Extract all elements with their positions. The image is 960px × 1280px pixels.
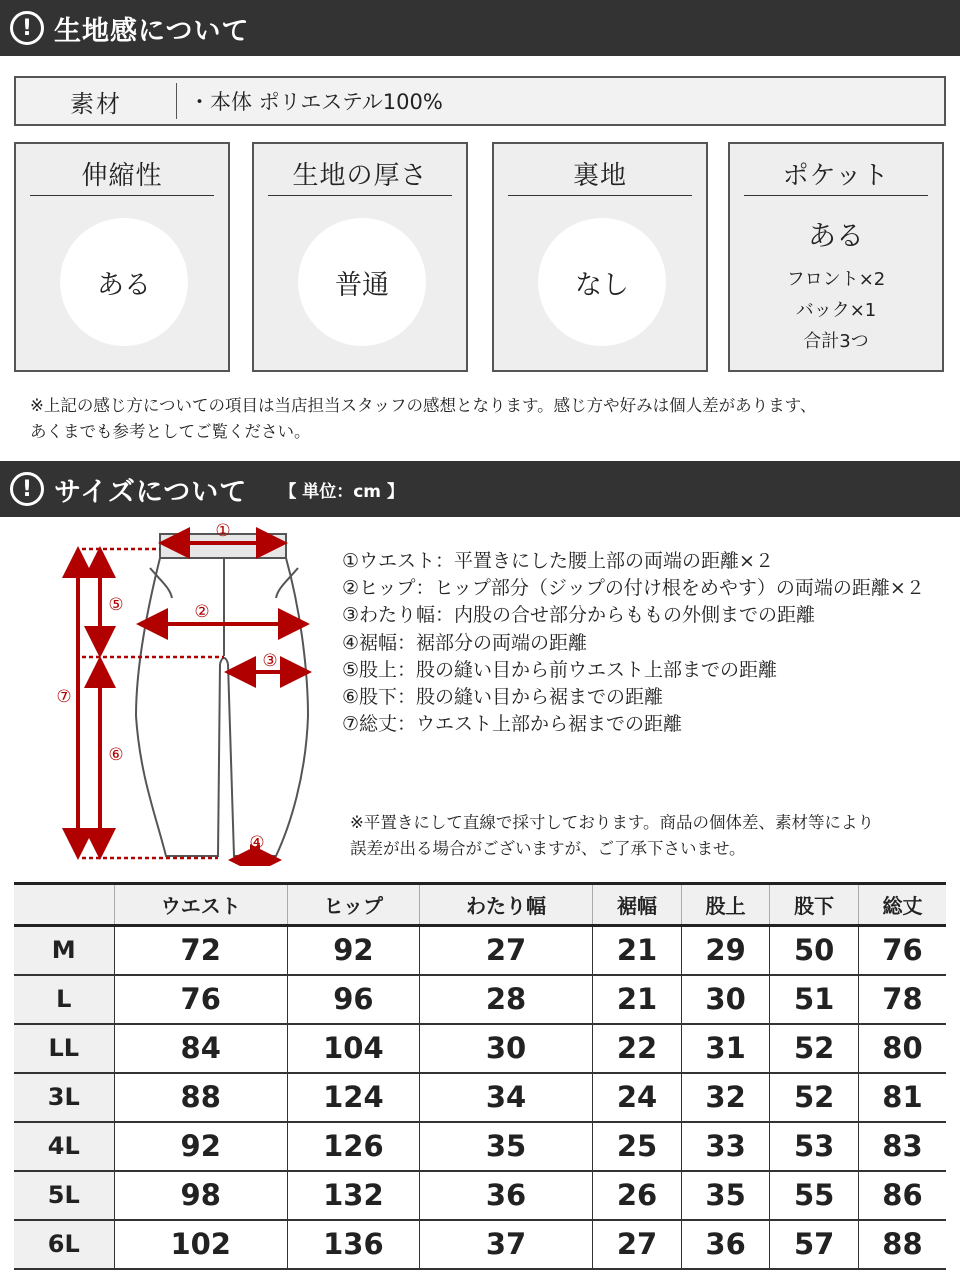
pocket-total: 合計3つ bbox=[803, 331, 869, 352]
pants-diagram bbox=[40, 516, 340, 866]
size-table-header-cell: 股上 bbox=[681, 884, 770, 926]
size-value-cell: 21 bbox=[593, 926, 682, 975]
size-value-cell: 55 bbox=[770, 1171, 859, 1220]
size-value-cell: 28 bbox=[419, 975, 592, 1024]
size-label-cell: 5L bbox=[14, 1171, 114, 1220]
card-pocket bbox=[728, 142, 944, 372]
size-value-cell: 84 bbox=[114, 1024, 287, 1073]
size-value-cell: 35 bbox=[419, 1122, 592, 1171]
size-value-cell: 98 bbox=[114, 1171, 287, 1220]
size-value-cell: 30 bbox=[419, 1024, 592, 1073]
size-value-cell: 88 bbox=[114, 1073, 287, 1122]
size-value-cell: 124 bbox=[287, 1073, 419, 1122]
size-value-cell: 50 bbox=[770, 926, 859, 975]
size-label-cell: 3L bbox=[14, 1073, 114, 1122]
size-label-cell: L bbox=[14, 975, 114, 1024]
pocket-info bbox=[730, 214, 942, 357]
card-title: ポケット bbox=[744, 158, 928, 196]
size-value-cell: 29 bbox=[681, 926, 770, 975]
size-table-header-cell: 裾幅 bbox=[593, 884, 682, 926]
size-value-cell: 102 bbox=[114, 1220, 287, 1269]
diagram-label-waist: ① bbox=[215, 521, 231, 541]
size-value-cell: 34 bbox=[419, 1073, 592, 1122]
pants-outline bbox=[136, 534, 308, 856]
size-table-header-cell: ウエスト bbox=[114, 884, 287, 926]
size-value-cell: 88 bbox=[858, 1220, 946, 1269]
card-title: 裏地 bbox=[508, 158, 692, 196]
size-label-cell: 6L bbox=[14, 1220, 114, 1269]
size-value-cell: 92 bbox=[114, 1122, 287, 1171]
diagram-label-inseam: ⑥ bbox=[108, 745, 124, 765]
size-value-cell: 31 bbox=[681, 1024, 770, 1073]
legend-item: ⑦総丈：ウエスト上部から裾までの距離 bbox=[342, 713, 683, 736]
legend-item: ②ヒップ：ヒップ部分（ジップの付け根をめやす）の両端の距離×２ bbox=[342, 577, 925, 600]
size-table-header-cell: 股下 bbox=[770, 884, 859, 926]
legend-item: ①ウエスト：平置きにした腰上部の両端の距離×２ bbox=[342, 550, 774, 572]
size-unit: 【 単位：cm 】 bbox=[279, 481, 404, 502]
size-section-title: サイズについて bbox=[54, 476, 248, 508]
legend-item: ④裾幅：裾部分の両端の距離 bbox=[342, 631, 588, 654]
size-value-cell: 52 bbox=[770, 1073, 859, 1122]
card-value: ある bbox=[60, 218, 188, 346]
size-table-header-cell bbox=[14, 884, 114, 926]
size-table-header-row bbox=[14, 884, 946, 926]
size-value-cell: 72 bbox=[114, 926, 287, 975]
size-section-header bbox=[0, 461, 960, 517]
measurement-legend bbox=[342, 548, 925, 738]
size-table-header-cell: ヒップ bbox=[287, 884, 419, 926]
card-stretch bbox=[14, 142, 230, 372]
table-row bbox=[14, 1220, 946, 1269]
size-table bbox=[14, 882, 946, 1270]
size-value-cell: 96 bbox=[287, 975, 419, 1024]
fabric-section-header bbox=[0, 0, 960, 56]
pocket-back: バック×1 bbox=[795, 300, 877, 321]
size-table-header-cell: わたり幅 bbox=[419, 884, 592, 926]
size-value-cell: 126 bbox=[287, 1122, 419, 1171]
size-value-cell: 35 bbox=[681, 1171, 770, 1220]
size-value-cell: 57 bbox=[770, 1220, 859, 1269]
material-divider bbox=[176, 83, 177, 119]
card-value: なし bbox=[538, 218, 666, 346]
legend-item: ⑥股下：股の縫い目から裾までの距離 bbox=[342, 686, 664, 709]
table-row bbox=[14, 1122, 946, 1171]
size-value-cell: 132 bbox=[287, 1171, 419, 1220]
table-row bbox=[14, 1073, 946, 1122]
size-label-cell: 4L bbox=[14, 1122, 114, 1171]
card-title: 生地の厚さ bbox=[268, 158, 452, 196]
measure-note-line: 誤差が出る場合がございますが、ご了承下さいませ。 bbox=[350, 839, 746, 858]
size-value-cell: 24 bbox=[593, 1073, 682, 1122]
size-value-cell: 21 bbox=[593, 975, 682, 1024]
exclamation-icon: ! bbox=[10, 472, 44, 506]
size-value-cell: 36 bbox=[419, 1171, 592, 1220]
size-value-cell: 36 bbox=[681, 1220, 770, 1269]
table-row bbox=[14, 1024, 946, 1073]
size-value-cell: 32 bbox=[681, 1073, 770, 1122]
diagram-label-hem: ④ bbox=[249, 833, 265, 853]
size-value-cell: 86 bbox=[858, 1171, 946, 1220]
diagram-label-length: ⑦ bbox=[56, 687, 72, 707]
material-label: 素材 bbox=[70, 89, 122, 118]
size-value-cell: 83 bbox=[858, 1122, 946, 1171]
diagram-label-hip: ② bbox=[194, 602, 210, 622]
size-value-cell: 136 bbox=[287, 1220, 419, 1269]
size-value-cell: 33 bbox=[681, 1122, 770, 1171]
size-table-header-cell: 総丈 bbox=[858, 884, 946, 926]
table-row bbox=[14, 975, 946, 1024]
size-value-cell: 27 bbox=[593, 1220, 682, 1269]
size-value-cell: 52 bbox=[770, 1024, 859, 1073]
size-label-cell: M bbox=[14, 926, 114, 975]
table-row bbox=[14, 1171, 946, 1220]
fabric-section-title: 生地感について bbox=[54, 15, 250, 47]
size-value-cell: 27 bbox=[419, 926, 592, 975]
size-value-cell: 104 bbox=[287, 1024, 419, 1073]
size-value-cell: 25 bbox=[593, 1122, 682, 1171]
size-value-cell: 51 bbox=[770, 975, 859, 1024]
card-thickness bbox=[252, 142, 468, 372]
size-value-cell: 26 bbox=[593, 1171, 682, 1220]
size-value-cell: 76 bbox=[114, 975, 287, 1024]
exclamation-icon: ! bbox=[10, 11, 44, 45]
diagram-label-thigh: ③ bbox=[262, 651, 278, 671]
size-value-cell: 80 bbox=[858, 1024, 946, 1073]
legend-item: ⑤股上：股の縫い目から前ウエスト上部までの距離 bbox=[342, 658, 778, 681]
pocket-value: ある bbox=[807, 219, 864, 252]
measure-arrows bbox=[78, 543, 304, 860]
material-row bbox=[14, 76, 946, 126]
size-label-cell: LL bbox=[14, 1024, 114, 1073]
table-row bbox=[14, 926, 946, 975]
size-value-cell: 30 bbox=[681, 975, 770, 1024]
diagram-label-rise: ⑤ bbox=[108, 595, 124, 615]
card-value: 普通 bbox=[298, 218, 426, 346]
size-value-cell: 37 bbox=[419, 1220, 592, 1269]
size-value-cell: 22 bbox=[593, 1024, 682, 1073]
fabric-note-line: ※上記の感じ方についての項目は当店担当スタッフの感想となります。感じ方や好みは個人差があります、 bbox=[30, 396, 817, 415]
fabric-note bbox=[30, 393, 940, 445]
measure-note-line: ※平置きにして直線で採寸しております。商品の個体差、素材等により bbox=[350, 813, 875, 832]
size-value-cell: 78 bbox=[858, 975, 946, 1024]
fabric-note-line: あくまでも参考としてご覧ください。 bbox=[30, 422, 311, 441]
material-value: ・本体 ポリエステル100% bbox=[189, 90, 443, 114]
legend-item: ③わたり幅：内股の合せ部分からももの外側までの距離 bbox=[342, 604, 816, 627]
measure-note bbox=[350, 810, 874, 862]
size-value-cell: 53 bbox=[770, 1122, 859, 1171]
card-lining bbox=[492, 142, 708, 372]
card-title: 伸縮性 bbox=[30, 158, 214, 196]
size-value-cell: 81 bbox=[858, 1073, 946, 1122]
size-value-cell: 76 bbox=[858, 926, 946, 975]
size-value-cell: 92 bbox=[287, 926, 419, 975]
pocket-front: フロント×2 bbox=[786, 269, 886, 290]
